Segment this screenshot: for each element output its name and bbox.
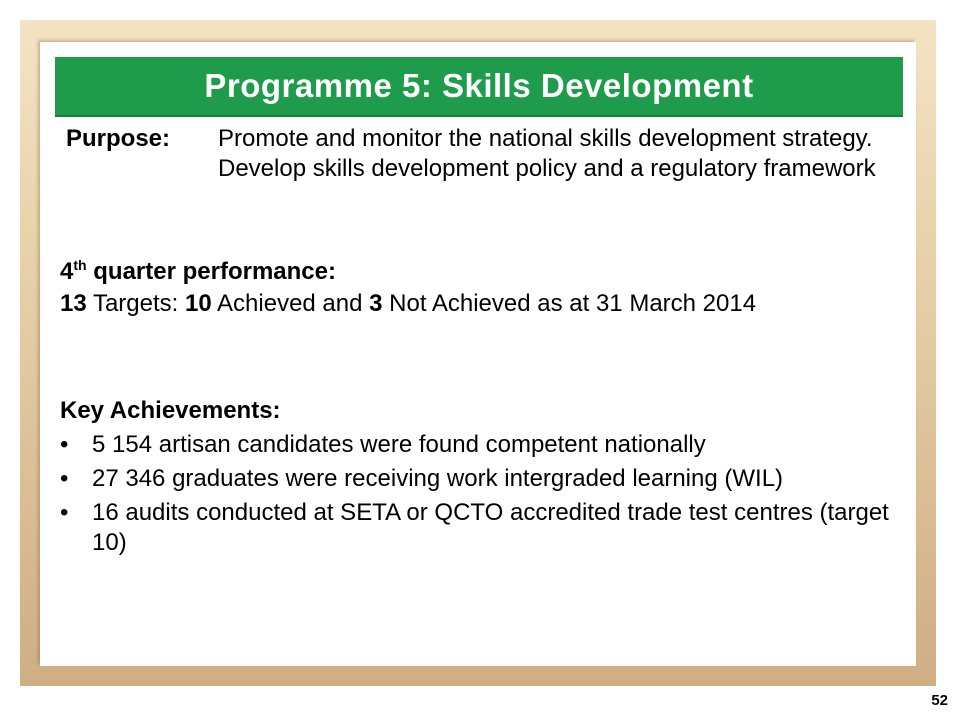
list-item	[60, 498, 900, 558]
performance-heading-number: 4	[60, 258, 74, 285]
performance-heading-sup: th	[73, 257, 87, 273]
bullet-icon: •	[60, 431, 69, 458]
performance-section	[60, 257, 900, 319]
performance-summary	[60, 289, 900, 319]
targets-label: Targets:	[86, 290, 185, 317]
key-achievements-heading: Key Achievements:	[60, 397, 281, 424]
purpose-label: Purpose:	[66, 125, 171, 152]
not-achieved-count: 3	[369, 290, 383, 317]
list-item-text: 5 154 artisan candidates were found competent nationally	[92, 431, 706, 458]
bullet-icon: •	[60, 465, 69, 492]
list-item-text: 27 346 graduates were receiving work intergraded learning (WIL)	[92, 465, 784, 492]
achieved-count: 10	[184, 290, 212, 317]
purpose-text: Promote and monitor the national skills development strategy. Develop skills development policy and a regulatory framework	[218, 125, 876, 182]
title-bar	[55, 57, 903, 117]
performance-heading-rest: quarter performance:	[86, 258, 336, 285]
list-item-text: 16 audits conducted at SETA or QCTO accredited trade test centres (target 10)	[92, 499, 889, 556]
not-achieved-label: Not Achieved as at 31 March 2014	[382, 290, 757, 317]
list-item	[60, 430, 900, 460]
bullet-icon: •	[60, 499, 69, 526]
page-number: 52	[931, 692, 948, 709]
achievements-list	[60, 430, 900, 558]
performance-heading	[60, 257, 900, 287]
key-achievements-section	[60, 396, 900, 562]
achieved-label: Achieved and	[211, 290, 370, 317]
targets-count: 13	[60, 290, 87, 317]
purpose-section	[66, 124, 906, 184]
list-item	[60, 464, 900, 494]
slide-title: Programme 5: Skills Development	[204, 67, 754, 104]
